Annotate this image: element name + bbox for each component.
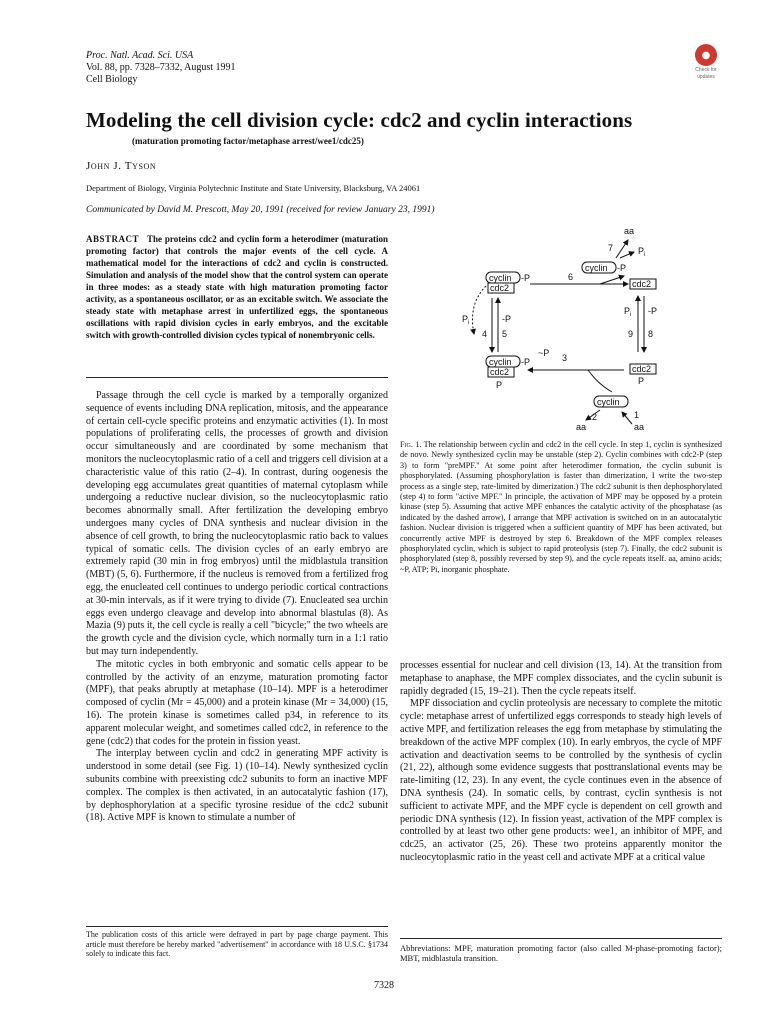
page-number: 7328 <box>374 980 394 991</box>
step-3-label: 3 <box>562 353 568 363</box>
minus-p-label: -P <box>521 357 530 367</box>
figure-1-caption <box>400 440 722 575</box>
minus-p-label: -P <box>521 273 530 283</box>
author: John J. Tyson <box>86 160 157 172</box>
abstract-heading: ABSTRACT <box>86 234 140 244</box>
abstract-divider <box>86 377 388 378</box>
affiliation: Department of Biology, Virginia Polytechnic Institute and State University, Blacksburg, VA 24061 <box>86 183 421 193</box>
aa-label-top: aa <box>624 226 635 236</box>
journal-name: Proc. Natl. Acad. Sci. USA <box>86 50 194 61</box>
step-5-label: 5 <box>502 329 508 339</box>
minus-p-label: -P <box>648 306 657 316</box>
keywords: (maturation promoting factor/metaphase arrest/wee1/cdc25) <box>132 136 364 146</box>
step-7-label: 7 <box>608 243 614 253</box>
step-8-label: 8 <box>648 329 654 339</box>
cdc2-label-bottom-left: cdc2 <box>490 367 510 377</box>
step-2-label: 2 <box>592 412 598 422</box>
figure-1-diagram <box>448 224 708 434</box>
abstract <box>86 233 388 341</box>
p-label: P <box>496 380 503 390</box>
pi-label: $P_i$ <box>638 246 646 258</box>
cdc2-label-top-left: cdc2 <box>490 283 510 293</box>
badge-label-2: updates <box>697 74 715 80</box>
left-column-body <box>86 390 388 825</box>
abstract-text: The proteins cdc2 and cyclin form a heterodimer (maturation promoting factor) that controls the major events of the cell cycle. A mathematical model for the interactions of cdc2 and cyclin is constructed. Simulation and analysis of the model show that the control system can operate in three modes: as a steady state with high maturation promoting factor activity, as a spontaneous oscillator, or as an excitable switch. We associate the steady state with metaphase arrest in unfertilized eggs, the spontaneous oscillations with rapid division cycles in early embryos, and the excitable switch with growth-controlled division cycles typical of nonembryonic cells. <box>86 234 388 340</box>
cyclin-label-top-left: cyclin <box>489 273 512 283</box>
publication-footnote: The publication costs of this article were defrayed in part by page charge payment. This article must therefore be hereby marked "advertisement" in accordance with 18 U.S.C. §1734 solely to indicate this fact. <box>86 926 388 959</box>
cyclin-label-bottom-left: cyclin <box>489 357 512 367</box>
cyclin-label-bottom: cyclin <box>597 397 620 407</box>
aa-label-bottom-left: aa <box>576 422 587 432</box>
body-paragraph: processes essential for nuclear and cell division (13, 14). At the transition from metaphase to anaphase, the MPF complex dissociates, and the cyclin subunit is rapidly degraded (15, 19–21). Then the cycle repeats itself. <box>400 660 722 697</box>
caption-text: The relationship between cyclin and cdc2 in the cell cycle. In step 1, cyclin is synthesized de novo. Newly synthesized cyclin may be unstable (step 2). Cyclin combines with cdc2-P (step 3) to form "preMPF." At some point after heterodimer formation, the cyclin subunit is phosphorylated. (Assuming phosphorylation is faster than dimerization, I write the two-step process as a single step, rate-limited by dimerization.) The cdc2 subunit is then dephosphorylated (step 4) to form "active MPF." In principle, the activation of MPF may be opposed by a protein kinase (step 5). Assuming that active MPF enhances the catalytic activity of the phosphatase (as indicated by the dashed arrow), I arrange that MPF activation is switched on in an autocatalytic fashion. Nuclear division is triggered when a sufficient quantity of MPF has been activated, but concurrently active MPF is destroyed by step 6. Breakdown of the MPF complex releases phosphorylated cyclin, which is subject to rapid proteolysis (step 7). Finally, the cdc2 subunit is phosphorylated (step 8, possibly reversed by step 9), and the cycle repeats itself. aa, amino acids; ~P, ATP; Pi, inorganic phosphate. <box>400 440 723 574</box>
body-paragraph: The interplay between cyclin and cdc2 in generating MPF activity is understood in some detail (see Fig. 1) (10–14). Newly synthesized cyclin subunits combine with preexisting cdc2 subunits to form an inactive MPF complex. The complex is then activated, in an autocatalytic fashion (17), by dephosphorylation at a specific tyrosine residue of the cdc2 subunit (18). Active MPF is known to stimulate a number of <box>86 748 388 824</box>
body-paragraph: MPF dissociation and cyclin proteolysis are necessary to complete the mitotic cycle: metaphase arrest of unfertilized eggs corresponds to steady high levels of active MPF, and fertilization releases the egg from metaphase by stimulating the breakdown of the active MPF complex (10). In early embryos, the cycle of MPF activation and deactivation seems to be controlled by the synthesis of cyclin (21, 22), although some evidence suggests that posttranslational events may be rate-limiting (12, 23). In any event, the cycle continues even in the absence of DNA synthesis (24). In somatic cells, by contrast, cyclin synthesis is not sufficient to activate MPF, and the MPF cycle is dependent on cell growth and periodic DNA synthesis (12). In fission yeast, activation of the MPF complex is controlled by at least two other gene products: wee1, an inhibitor of MPF, and cdc25, an activator (25, 26). These two proteins apparently monitor the nucleocytoplasmic ratio in the yeast cell and activate MPF at a critical value <box>400 698 722 863</box>
right-column-body <box>400 660 722 865</box>
abbreviations-footnote: Abbreviations: MPF, maturation promoting factor (also called M-phase-promoting factor); MBT, midblastula transition. <box>400 938 722 963</box>
cdc2-label-bottom-right: cdc2 <box>632 364 652 374</box>
cdc2-label-right: cdc2 <box>632 279 652 289</box>
journal-section: Cell Biology <box>86 74 138 85</box>
minus-p-label: -P <box>617 263 626 273</box>
body-paragraph: Passage through the cell cycle is marked by a temporally organized sequence of events including DNA replication, mitosis, and the appearance of certain cell-cycle specific proteins and enzymatic activities (1). In most populations of proliferating cells, the processes of growth and division occur simultaneously and are coordinated by some mechanism that monitors the nucleocytoplasmic ratio of a cell and triggers cell division at a characteristic value of this ratio (2–4). In contrast, during oogenesis the developing egg accumulates great quantities of maternal cytoplasm while undergoing a reductive nuclear division, so the nucleocytoplasmic ratio becomes abnormally small. After fertilization the developing embryo undergoes many cycles of DNA synthesis and nuclear division in the absence of cell growth, to bring the nucleocytoplasmic ratio back to values typical of somatic cells. The division cycles of an early embryo are extremely rapid (30 min in frog embryos) until the midblastula transition (MBT) (5, 6). Furthermore, if the nucleus is removed from a fertilized frog egg, the enucleated cell continues to undergo periodic cortical contractions at 30-min intervals, as if it were trying to divide (7). Enucleated sea urchin eggs even undergo cleavage and develop into abnormal blastulas (8). As Mazia (9) puts it, the cell cycle is really a cell "bicycle;" the two wheels are the growth cycle and the division cycle, which normally turn in a 1:1 ratio but may turn independently. <box>86 390 388 657</box>
badge-label-1: Check for <box>695 67 717 73</box>
step-9-label: 9 <box>628 329 634 339</box>
pi-label: $P_i$ <box>624 306 632 318</box>
figure-label: Fig. 1. <box>400 440 422 449</box>
minus-p-label: -P <box>502 314 511 324</box>
tilde-p-label: ~P <box>538 348 550 358</box>
aa-label-bottom-right: aa <box>634 422 645 432</box>
cyclin-label-top-right: cyclin <box>585 263 608 273</box>
check-for-updates-badge[interactable] <box>688 44 724 80</box>
journal-volume: Vol. 88, pp. 7328–7332, August 1991 <box>86 62 236 73</box>
article-title: Modeling the cell division cycle: cdc2 and cyclin interactions <box>86 108 633 132</box>
p-label: P <box>638 376 645 386</box>
bookmark-icon: ● <box>695 44 717 66</box>
journal-citation <box>86 50 236 86</box>
step-6-label: 6 <box>568 272 574 282</box>
step-4-label: 4 <box>482 329 488 339</box>
step-1-label: 1 <box>634 410 640 420</box>
body-paragraph: The mitotic cycles in both embryonic and somatic cells appear to be controlled by the activity of an enzyme, maturation promoting factor (MPF), that peaks abruptly at metaphase (10–14). MPF is a heterodimer composed of cyclin (Mr = 45,000) and a protein kinase (Mr = 34,000) (15, 16). The protein kinase is sometimes called p34, in reference to its apparent molecular weight, and sometimes called cdc2, in reference to the gene (cdc2) that codes for the protein in fission yeast. <box>86 658 388 747</box>
pi-label: $P_i$ <box>462 314 470 326</box>
communicated-by: Communicated by David M. Prescott, May 20, 1991 (received for review January 23, 1991) <box>86 205 435 215</box>
